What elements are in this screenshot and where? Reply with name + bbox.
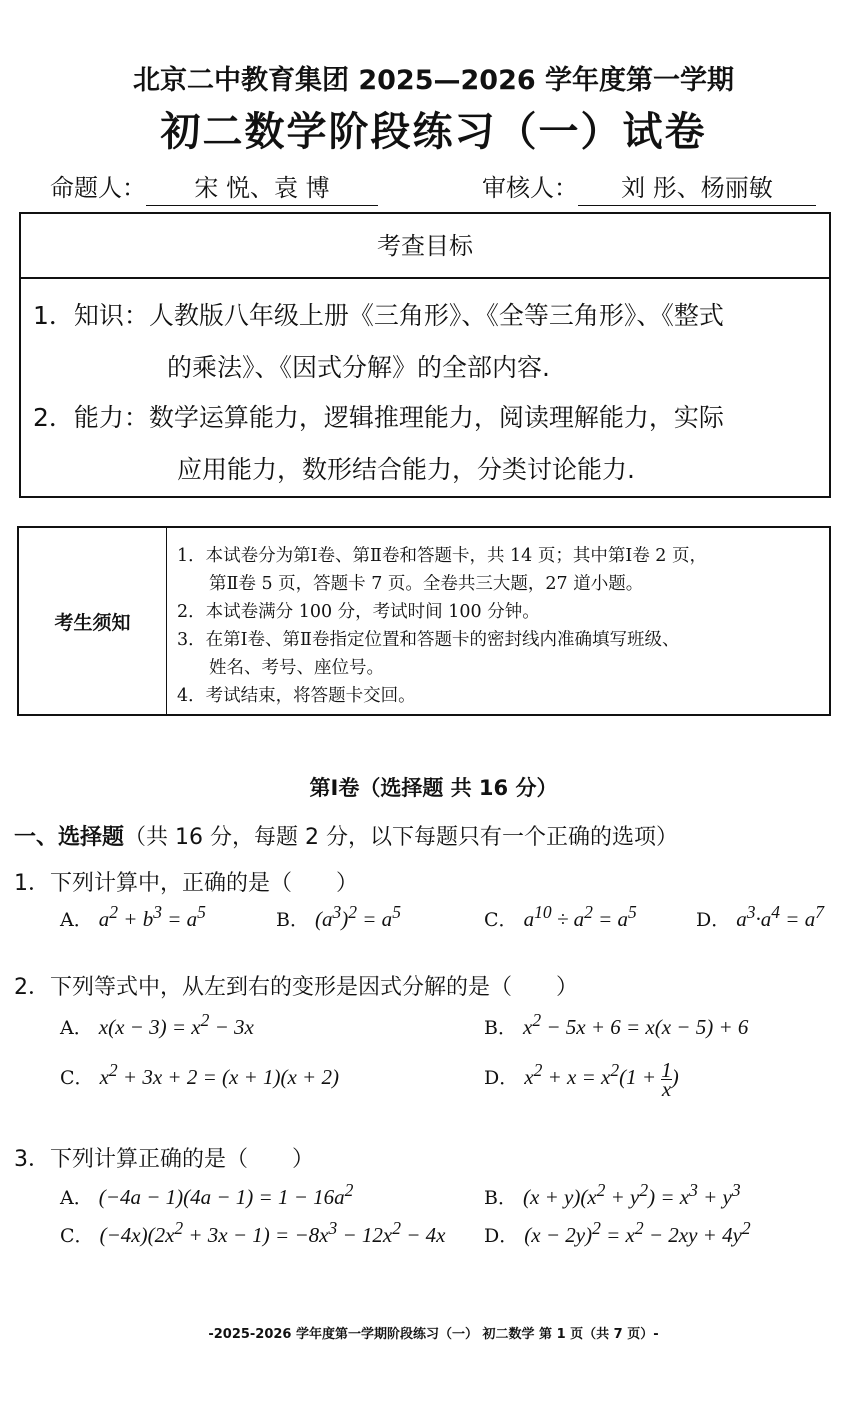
question-2-stem: 2．下列等式中，从左到右的变形是因式分解的是（ ） <box>14 975 578 1000</box>
goal-item-2-line-2: 应用能力，数形结合能力，分类讨论能力. <box>177 455 635 484</box>
question-2-option-a: A． $x(x - 3) = x^2 - 3x$ <box>60 1010 254 1039</box>
question-3-option-c: C． $(-4x)(2x^2 + 3x - 1) = -8x^3 - 12x^2 - 4x$ <box>60 1218 446 1247</box>
question-1-option-b: B． $(a^3)^2 = a^5$ <box>276 902 401 931</box>
question-2-option-b: B． $x^2 - 5x + 6 = x(x - 5) + 6$ <box>484 1010 749 1039</box>
option-letter: D． <box>484 1225 519 1247</box>
author-line <box>50 168 378 206</box>
notice-line-3: 2．本试卷满分 100 分，考试时间 100 分钟。 <box>177 602 540 622</box>
part-label: 一、选择题 <box>14 825 125 850</box>
part-title <box>14 820 678 851</box>
option-letter: C． <box>60 1225 94 1247</box>
option-letter: B． <box>276 909 309 931</box>
option-letter: A． <box>60 909 93 931</box>
option-letter: C． <box>484 909 518 931</box>
exam-title: 初二数学阶段练习（一）试卷 <box>160 109 707 155</box>
question-1-option-c: C． $a^{10} \div a^2 = a^5$ <box>484 902 637 931</box>
option-letter: B． <box>484 1017 517 1039</box>
page-footer: -2025-2026 学年度第一学期阶段练习（一） 初二数学 第 1 页（共 7 页）- <box>208 1327 659 1342</box>
goals-heading: 考查目标 <box>21 214 829 279</box>
reviewer-label: 审核人： <box>482 174 578 202</box>
notice-line-2: 第Ⅱ卷 5 页，答题卡 7 页。全卷共三大题，27 道小题。 <box>209 574 644 594</box>
option-letter: D． <box>696 909 731 931</box>
question-3-option-a: A． $(-4a - 1)(4a - 1) = 1 - 16a^2$ <box>60 1180 354 1209</box>
question-3-option-d: D． $(x - 2y)^2 = x^2 - 2xy + 4y^2$ <box>484 1218 751 1247</box>
question-2-option-c: C． $x^2 + 3x + 2 = (x + 1)(x + 2)$ <box>60 1060 339 1089</box>
option-letter: A． <box>60 1187 93 1209</box>
notice-line-4: 3．在第Ⅰ卷、第Ⅱ卷指定位置和答题卡的密封线内准确填写班级、 <box>177 630 680 650</box>
question-1-option-a: A． $a^2 + b^3 = a^5$ <box>60 902 206 931</box>
author-names: 宋 悦、袁 博 <box>146 168 378 206</box>
section-title: 第Ⅰ卷（选择题 共 16 分） <box>309 776 558 800</box>
reviewer-line <box>482 168 816 206</box>
option-letter: C． <box>60 1067 94 1089</box>
question-2-option-d: D． $x^2 + x = x^2(1$ + $\frac{1}{x}$ ) <box>484 1057 679 1101</box>
question-1-option-d: D． $a^3\cdot a^4 = a^7$ <box>696 902 824 931</box>
option-letter: D． <box>484 1067 519 1089</box>
school-line: 北京二中教育集团 2025—2026 学年度第一学期 <box>132 65 735 96</box>
question-1-stem: 1．下列计算中，正确的是（ ） <box>14 871 358 896</box>
notice-line-5: 姓名、考号、座位号。 <box>209 658 384 678</box>
question-3-stem: 3．下列计算正确的是（ ） <box>14 1147 314 1172</box>
goal-item-1-line-1: 1．知识：人教版八年级上册《三角形》、《全等三角形》、《整式 <box>33 301 724 330</box>
goal-item-2-line-1: 2．能力：数学运算能力，逻辑推理能力，阅读理解能力，实际 <box>33 403 724 432</box>
author-label: 命题人： <box>50 174 146 202</box>
option-letter: A． <box>60 1017 93 1039</box>
option-letter: B． <box>484 1187 517 1209</box>
notice-label: 考生须知 <box>19 528 167 714</box>
notice-box <box>17 526 831 716</box>
goal-item-1-line-2: 的乘法》、《因式分解》的全部内容. <box>167 353 550 382</box>
notice-line-6: 4．考试结束，将答题卡交回。 <box>177 686 416 706</box>
notice-line-1: 1．本试卷分为第Ⅰ卷、第Ⅱ卷和答题卡，共 14 页；其中第Ⅰ卷 2 页， <box>177 546 708 566</box>
reviewer-names: 刘 彤、杨丽敏 <box>578 168 816 206</box>
question-3-option-b: B． $(x + y)(x^2 + y^2) = x^3 + y^3$ <box>484 1180 741 1209</box>
part-description: （共 16 分，每题 2 分，以下每题只有一个正确的选项） <box>124 825 678 850</box>
goals-box <box>19 212 831 498</box>
